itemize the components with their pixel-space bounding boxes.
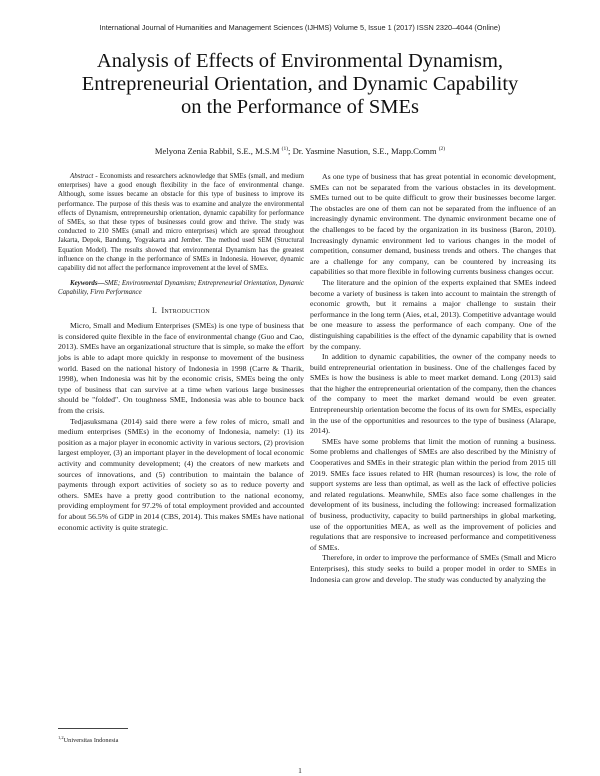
right-column xyxy=(310,172,556,585)
body-paragraph-5: Therefore, in order to improve the performance of SMEs (Small and Micro Enterprises), this study seeks to build a proper model in order to SMEs in Indonesia can grow and develop. The study was conducted by analyzing the xyxy=(310,553,556,584)
section-heading-introduction xyxy=(58,306,304,317)
body-paragraph-2: The literature and the opinion of the experts explained that SMEs indeed become a variety of business is taken into account to maintain the strength of economic growth, but it remains a major challenge to sustain their performance in the long term (Aies, et.al, 2013). Competitive advantage would be one measure to assess the performance of each company. One of the distinguishing capabilities is the effect of the dynamic capability that is owned by the company. xyxy=(310,277,556,351)
keywords-text: SME; Environmental Dynamism; Entrepreneurial Orientation, Dynamic Capability, Firm Performance xyxy=(58,280,304,297)
abstract xyxy=(58,172,304,273)
intro-paragraph-1: Micro, Small and Medium Enterprises (SMEs) is one type of business that is considered quite flexible in the face of environmental change (Guo and Cao, 2013). SMEs have an organizational structure that is simple, so make the effort jobs is able to adapt more quickly in response to movement of the business world. Based on the national history of Indonesia in 1998 (Carre & Tharik, 1998), when Indonesia was hit by the economic crisis, SMEs being the only type of business that can survive at a time when various large businesses should be "folded". On toughness SME, Indonesia was able to bounce back from the crisis. xyxy=(58,321,304,415)
author-2-name: ; Dr. Yasmine Nasution, S.E., Mapp.Comm xyxy=(288,146,437,156)
abstract-text: - Economists and researchers acknowledge that SMEs (small, and medium enterprises) have a good enough flexibility in the face of environmental change. Although, some issues became an obstacle for this type of business to improve its performance. The purpose of this thesis was to examine and analyze the environmental effects of Dynamism, entrepreneurship orientation, dynamic capability for performance of SMEs, so that these types of businesses could grow and thrive. The study was conducted to 210 SMEs (small and micro enterprises) which are spread throughout Jakarta, Depok, Bandung, Yogyakarta and Jember. The method used SEM (Structural Equation Model). The results showed that environmental Dynamism has the greatest influence on the change in the performance of SMEs in Indonesia. However, dynamic capability did not affect the performance improvement at the level of SMEs. xyxy=(58,173,304,273)
author-1-affiliation-mark: (1) xyxy=(281,146,289,153)
abstract-label: Abstract xyxy=(70,173,94,180)
page-number: 1 xyxy=(298,766,302,775)
author-1-name: Melyona Zenia Rabbil, S.E., M.S.M xyxy=(154,146,280,156)
title-line-2: Entrepreneurial Orientation, and Dynamic Capability xyxy=(81,73,519,95)
paper-title xyxy=(30,50,570,119)
section-number: I. xyxy=(152,305,158,315)
body-paragraph-3: In addition to dynamic capabilities, the owner of the company needs to build entrepreneurial orientation in business. One of the challenges faced by SMEs is how the business is able to meet market demand. Long (2013) said that the higher the entrepreneurial orientation of the company, then the chances of the company to meet the market demand would be even greater. Entrepreneurship orientation become the focus of its own for SMEs, especially in the use of the opportunities and resources to the type of business (Alarape, 2014). xyxy=(310,352,556,436)
keywords xyxy=(58,279,304,297)
author-2-affiliation-mark: (2) xyxy=(438,146,446,153)
section-title: Introduction xyxy=(161,305,210,315)
intro-paragraph-2: Tedjasuksmana (2014) said there were a few roles of micro, small and medium enterprises (SMEs) in the economy of Indonesia, namely: (1) its position as a major player in economic activity in various sectors, (2) provision largest employer, (3) an important player in the development of local economic activity and community development; (4) the creators of new markets and sources of innovations, and (5) contribution to maintain the balance of payments through export activities of society so as to reduce poverty and others. SMEs have a pretty good contribution to the national economy, providing employment for 97.2% of total employment provided and accounted for about 56.5% of GDP in 2014 (CBS, 2014). This makes SMEs have national economic activity is quite strategic. xyxy=(58,416,304,532)
footnote-text: Universitas Indonesia xyxy=(63,737,119,745)
author-line xyxy=(20,146,580,156)
affiliation-footnote xyxy=(58,735,118,744)
footnote-mark: 1,2 xyxy=(58,735,64,740)
body-paragraph-4: SMEs have some problems that limit the motion of running a business. Some problems and challenges of SMEs are also described by the Ministry of Cooperatives and SMEs in their strategic plan within the period from 2015 till 2019. SMEs face issues related to HR (human resources) is low, the role of support systems are less than optimal, as well as the lack of effective policies and related regulations. Meanwhile, SMEs also face some challenges in the development of its business, including the following: increased formalization of business, productivity, capacity to build partnerships in global marketing, use of the opportunities MEA, as well as the improvement of policies and regulations that are responsive to increased performance and competitiveness of SMEs. xyxy=(310,436,556,552)
title-line-3: on the Performance of SMEs xyxy=(181,96,419,118)
title-line-1: Analysis of Effects of Environmental Dynamism, xyxy=(96,50,504,72)
journal-header: International Journal of Humanities and Management Sciences (IJHMS) Volume 5, Issue 1 (2017) ISSN 2320–4044 (Online) xyxy=(99,23,501,32)
footnote-divider xyxy=(58,728,128,729)
keywords-label: Keywords— xyxy=(70,280,105,288)
body-paragraph-1: As one type of business that has great potential in economic development, SMEs can not be separated from the various obstacles in its development. SMEs turned out to be quite difficult to grow their businesses become larger. The obstacles are one of them can not be separated from the influence of an increasingly dynamic environment. The dynamic environment became one of the challenges to be faced by the organization in its business (Baron, 2010). Increasingly dynamic environment led to various changes in the model of competition, consumer demand, business trends and others. The changes that are a challenge for any company, can be countered by increasing its capabilities so that more flexible in following currents business changes occur. xyxy=(310,172,556,277)
left-column xyxy=(58,172,304,533)
